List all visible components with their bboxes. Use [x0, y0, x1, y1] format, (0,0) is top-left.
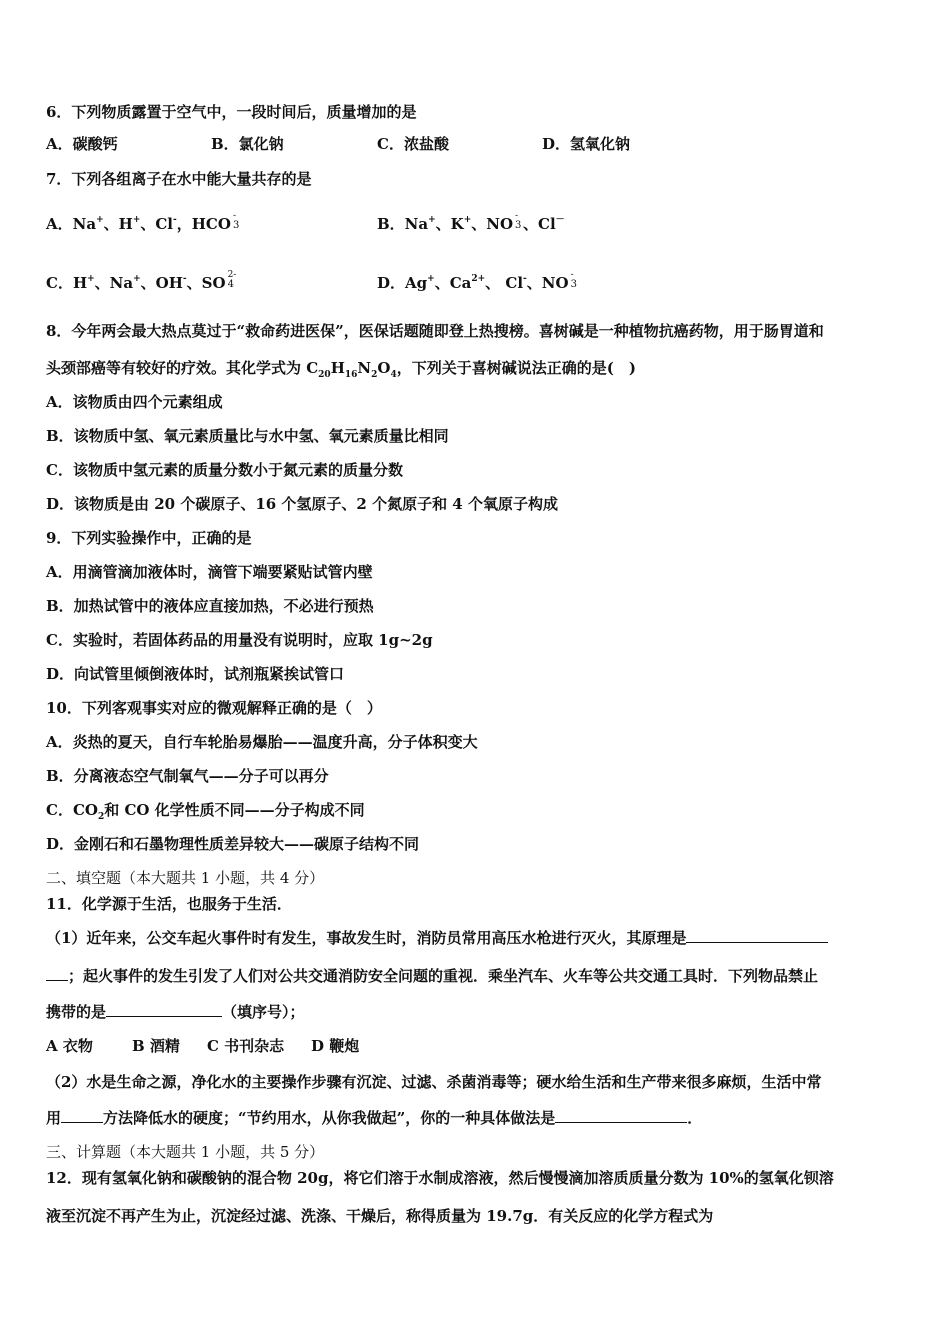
q8-line1: 8．今年两会最大热点莫过于“救命药进医保”，医保话题随即登上热搜榜。喜树碱是一种植物抗癌药物，用于肠胃道和 — [46, 322, 824, 340]
q11-item-a: A 衣物 — [46, 1037, 93, 1055]
q10-option-b: B．分离液态空气制氧气——分子可以再分 — [46, 767, 329, 785]
q11-item-b: B 酒精 — [132, 1037, 180, 1055]
q12-line1: 12．现有氢氧化钠和碳酸钠的混合物 20g，将它们溶于水制成溶液，然后慢慢滴加溶质质量分数为 10%的氢氧化钡溶 — [46, 1169, 834, 1187]
q11-part1-line1: （1）近年来，公交车起火事件时有发生，事故发生时，消防员常用高压水枪进行灭火，其原理是 — [46, 928, 828, 948]
q6-option-d: D．氢氧化钠 — [542, 135, 631, 153]
q6-stem: 6．下列物质露置于空气中，一段时间后，质量增加的是 — [46, 103, 417, 121]
q8-option-b: B．该物质中氢、氧元素质量比与水中氢、氧元素质量比相同 — [46, 427, 449, 445]
q11-blank-principle-cont[interactable] — [46, 966, 68, 981]
q7-option-b: B．Na+、K+、NO - 3 、Cl－ — [377, 211, 565, 233]
q9-option-c: C．实验时，若固体药品的用量没有说明时，应取 1g~2g — [46, 631, 433, 649]
q9-stem: 9．下列实验操作中，正确的是 — [46, 529, 252, 547]
q11-item-d: D 鞭炮 — [311, 1037, 360, 1055]
q7-option-a: A．Na+、H+、Cl-，HCO - 3 — [46, 211, 240, 233]
q10-stem: 10．下列客观事实对应的微观解释正确的是（ ） — [46, 699, 382, 717]
q11-part2-line1: （2）水是生命之源，净化水的主要操作步骤有沉淀、过滤、杀菌消毒等；硬水给生活和生产带来很多麻烦，生活中常 — [46, 1073, 822, 1091]
q9-option-a: A．用滴管滴加液体时，滴管下端要紧贴试管内壁 — [46, 563, 373, 581]
q7-option-d: D．Ag+、$Ca^{2+}$、 Cl-、NO - 3 — [377, 270, 577, 292]
q8-line2: 头颈部癌等有较好的疗效。其化学式为 $C_{20}H_{16}N_2O_4$，下列关于喜树碱说法正确的是( ) — [46, 359, 636, 380]
q10-option-a: A．炎热的夏天，自行车轮胎易爆胎——温度升高，分子体积变大 — [46, 733, 478, 751]
q8-option-d: D．该物质是由 20 个碳原子、16 个氢原子、2 个氮原子和 4 个氧原子构成 — [46, 495, 558, 513]
q11-part2-line2: 用 方法降低水的硬度；“节约用水，从你我做起”，你的一种具体做法是 ． — [46, 1109, 703, 1127]
q11-blank-principle[interactable] — [686, 928, 828, 943]
q11-stem: 11．化学源于生活，也服务于生活． — [46, 895, 292, 913]
section-calculation-heading: 三、计算题（本大题共 1 小题，共 5 分） — [46, 1143, 325, 1161]
q8-option-a: A．该物质由四个元素组成 — [46, 393, 223, 411]
q11-blank-save-water[interactable] — [555, 1108, 687, 1123]
q6-option-a: A．碳酸钙 — [46, 135, 118, 153]
q10-option-c: C．$CO_2$和 CO 化学性质不同——分子构成不同 — [46, 801, 365, 822]
q7-stem: 7．下列各组离子在水中能大量共存的是 — [46, 170, 312, 188]
q7-option-c: C．H+、Na+、OH-、SO 2- 4 — [46, 270, 237, 292]
q11-item-c: C 书刊杂志 — [207, 1037, 285, 1055]
q9-option-d: D．向试管里倾倒液体时，试剂瓶紧挨试管口 — [46, 665, 345, 683]
q11-blank-soften[interactable] — [61, 1108, 103, 1123]
q9-option-b: B．加热试管中的液体应直接加热，不必进行预热 — [46, 597, 374, 615]
q11-blank-forbidden[interactable] — [106, 1002, 222, 1017]
q8-option-c: C．该物质中氢元素的质量分数小于氮元素的质量分数 — [46, 461, 403, 479]
q11-part1-line2: ；起火事件的发生引发了人们对公共交通消防安全问题的重视．乘坐汽车、火车等公共交通工具时．下列物品禁止 — [46, 966, 818, 986]
q10-option-d: D．金刚石和石墨物理性质差异较大——碳原子结构不同 — [46, 835, 420, 853]
q11-part1-line3: 携带的是 （填序号）； — [46, 1003, 305, 1021]
q6-option-c: C．浓盐酸 — [377, 135, 449, 153]
q12-line2: 液至沉淀不再产生为止，沉淀经过滤、洗涤、干燥后，称得质量为 19.7g．有关反应的化学方程式为 — [46, 1207, 714, 1225]
section-fill-in-heading: 二、填空题（本大题共 1 小题，共 4 分） — [46, 869, 325, 887]
q6-option-b: B．氯化钠 — [211, 135, 284, 153]
